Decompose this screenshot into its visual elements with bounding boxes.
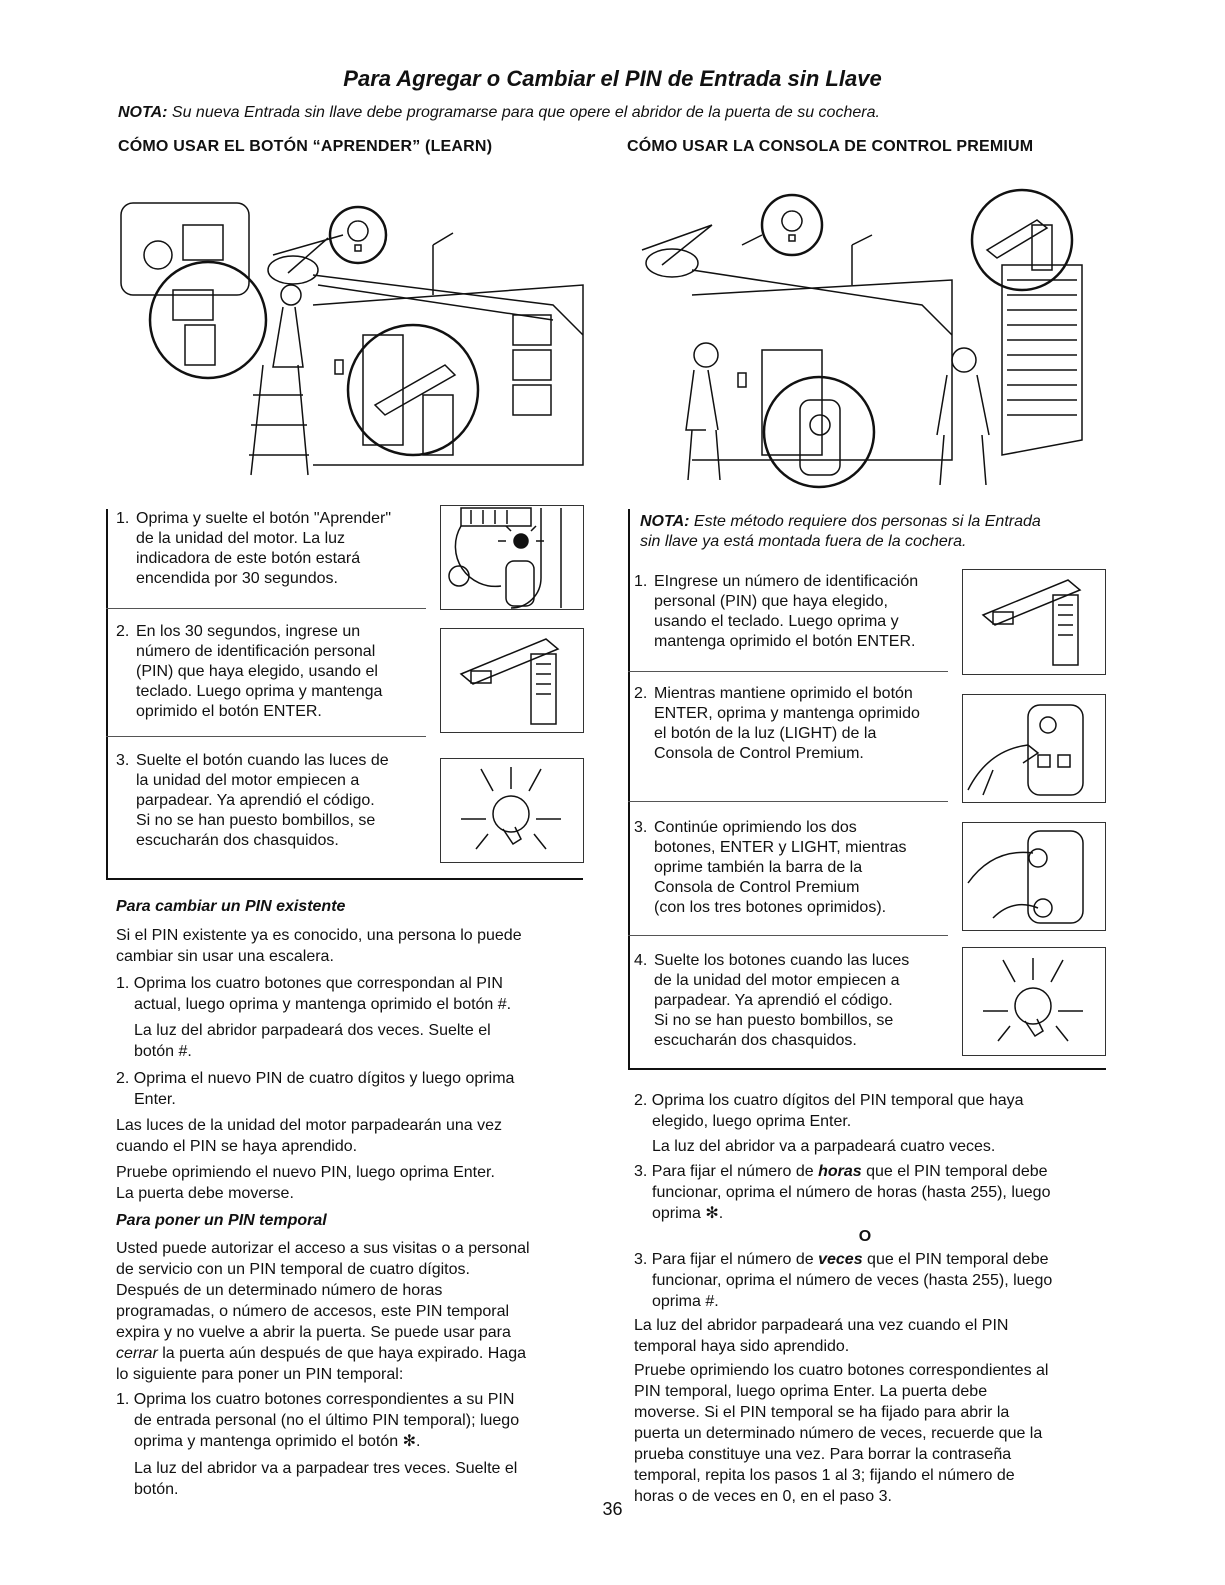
text-line: PIN temporal, luego oprima Enter. La puerta debe <box>634 1383 988 1400</box>
right-note-line: Este método requiere dos personas si la Entrada <box>689 513 1041 530</box>
step-line: escucharán dos chasquidos. <box>654 1032 857 1049</box>
text-line: Pruebe oprimiendo el nuevo PIN, luego oprima Enter. <box>116 1164 495 1181</box>
text-line: 1. Oprima los cuatro botones que correspondan al PIN <box>116 975 503 992</box>
step-line: Continúe oprimiendo los dos <box>654 819 857 836</box>
temp-pin-step-2-note: La luz del abridor va a parpadeará cuatro veces. <box>652 1138 996 1155</box>
step-line: personal (PIN) que haya elegido, <box>654 593 888 610</box>
step-number: 2. <box>116 623 130 640</box>
text-line: temporal haya sido aprendido. <box>634 1338 850 1355</box>
text-line: oprima #. <box>652 1293 719 1310</box>
text-line: Pruebe oprimiendo los cuatro botones correspondientes al <box>634 1362 1049 1379</box>
step-divider <box>106 608 426 609</box>
step-line: de la unidad del motor. La luz <box>136 530 346 547</box>
left-steps-bar <box>106 509 108 879</box>
text-line: lo siguiente para poner un PIN temporal: <box>116 1366 404 1383</box>
temp-pin-after <box>634 1315 1104 1357</box>
text-line: que el PIN temporal debe <box>861 1163 1048 1180</box>
step-line: indicadora de este botón estará <box>136 550 361 567</box>
temp-pin-heading: Para poner un PIN temporal <box>116 1212 327 1229</box>
page-number: 36 <box>602 1499 623 1519</box>
step-line: la unidad del motor empiecen a <box>136 772 360 789</box>
step-number: 3. <box>634 819 648 836</box>
text-line: cuando el PIN se haya aprendido. <box>116 1138 358 1155</box>
text-line: horas o de veces en 0, en el paso 3. <box>634 1488 892 1505</box>
step-line: parpadear. Ya aprendió el código. <box>654 992 893 1009</box>
text-line: de servicio con un PIN temporal de cuatro dígitos. <box>116 1261 470 1278</box>
temp-pin-paragraph <box>116 1238 586 1385</box>
step-line: Si no se han puesto bombillos, se <box>136 812 376 829</box>
step-number: 2. <box>634 685 648 702</box>
change-pin-step-1-note <box>134 1020 584 1062</box>
step-number: 3. <box>116 752 130 769</box>
top-note-label: NOTA: <box>118 104 168 121</box>
step-line: el botón de la luz (LIGHT) de la <box>654 725 877 742</box>
right-step-3 <box>634 818 954 928</box>
right-step-1 <box>634 572 954 667</box>
console-light-button-icon <box>962 694 1106 803</box>
emphasis-word: horas <box>818 1163 862 1180</box>
left-step-3 <box>116 751 436 861</box>
garage-premium-console-illustration <box>622 185 1112 495</box>
temp-pin-step-3-hours <box>634 1161 1104 1224</box>
change-pin-step-1 <box>116 973 586 1015</box>
left-heading: CÓMO USAR EL BOTÓN “APRENDER” (LEARN) <box>118 138 493 155</box>
step-line: escucharán dos chasquidos. <box>136 832 339 849</box>
right-note <box>640 512 1100 552</box>
temp-pin-test <box>634 1360 1104 1507</box>
text-line: botón #. <box>134 1043 192 1060</box>
change-pin-heading: Para cambiar un PIN existente <box>116 898 346 915</box>
page-title: Para Agregar o Cambiar el PIN de Entrada sin Llave <box>343 66 882 91</box>
temp-pin-step-3-times <box>634 1249 1104 1312</box>
right-heading: CÓMO USAR LA CONSOLA DE CONTROL PREMIUM <box>627 138 1034 155</box>
keypad-icon <box>962 569 1106 675</box>
console-push-bar-icon <box>962 822 1106 931</box>
top-note-text: Su nueva Entrada sin llave debe programarse para que opere el abridor de la puerta de su cochera. <box>167 104 880 121</box>
step-line: oprimido el botón ENTER. <box>136 703 322 720</box>
text-line: elegido, luego oprima Enter. <box>652 1113 852 1130</box>
text-line: oprima ✻. <box>652 1205 724 1222</box>
right-note-label: NOTA: <box>640 513 690 530</box>
text-line: funcionar, oprima el número de horas (hasta 255), luego <box>652 1184 1051 1201</box>
step-line: EIngrese un número de identificación <box>654 573 919 590</box>
step-number: 1. <box>634 573 648 590</box>
garage-learn-button-illustration <box>113 195 593 495</box>
step-line: Suelte el botón cuando las luces de <box>136 752 389 769</box>
text-line: La puerta debe moverse. <box>116 1185 294 1202</box>
right-step-2 <box>634 684 954 779</box>
step-divider <box>106 736 426 737</box>
left-steps-rule <box>106 878 583 880</box>
emphasis-word: veces <box>818 1251 863 1268</box>
light-bulb-icon <box>962 947 1106 1056</box>
step-line: botones, ENTER y LIGHT, mientras <box>654 839 907 856</box>
step-line: número de identificación personal <box>136 643 376 660</box>
step-line: ENTER, oprima y mantenga oprimido <box>654 705 920 722</box>
step-divider <box>628 801 948 802</box>
step-line: (PIN) que haya elegido, usando el <box>136 663 378 680</box>
text-line: cambiar sin usar una escalera. <box>116 948 334 965</box>
step-line: encendida por 30 segundos. <box>136 570 338 587</box>
temp-pin-step-2 <box>634 1090 1104 1132</box>
right-note-line: sin llave ya está montada fuera de la cochera. <box>640 533 967 550</box>
step-line: Suelte los botones cuando las luces <box>654 952 910 969</box>
step-line: Oprima y suelte el botón "Aprender" <box>136 510 392 527</box>
text-line: 3. Para fijar el número de <box>634 1163 819 1180</box>
step-line: mantenga oprimido el botón ENTER. <box>654 633 916 650</box>
or-separator: O <box>858 1228 872 1245</box>
text-line: expira y no vuelve a abrir la puerta. Se puede usar para <box>116 1324 511 1341</box>
text-line: La luz del abridor va a parpadear tres veces. Suelte el <box>134 1460 518 1477</box>
step-number: 4. <box>634 952 648 969</box>
temp-pin-step-1 <box>116 1389 586 1452</box>
right-steps-bar <box>628 509 630 1069</box>
text-line: puerta un determinado número de veces, recuerde que la <box>634 1425 1043 1442</box>
text-line: Enter. <box>134 1091 176 1108</box>
text-line: 3. Para fijar el número de <box>634 1251 819 1268</box>
left-step-2 <box>116 622 436 732</box>
change-pin-step-2 <box>116 1068 586 1110</box>
change-pin-after <box>116 1115 586 1157</box>
keypad-icon <box>440 628 584 733</box>
step-line: Mientras mantiene oprimido el botón <box>654 685 913 702</box>
step-number: 1. <box>116 510 130 527</box>
italic-word: cerrar <box>116 1345 158 1362</box>
step-line: usando el teclado. Luego oprima y <box>654 613 899 630</box>
text-line: 1. Oprima los cuatro botones correspondientes a su PIN <box>116 1391 515 1408</box>
step-divider <box>628 935 948 936</box>
step-line: Consola de Control Premium <box>654 879 860 896</box>
text-line: Usted puede autorizar el acceso a sus visitas o a personal <box>116 1240 530 1257</box>
step-line: de la unidad del motor empiecen a <box>654 972 900 989</box>
change-pin-intro <box>116 925 586 967</box>
step-line: oprime también la barra de la <box>654 859 863 876</box>
step-line: Consola de Control Premium. <box>654 745 864 762</box>
text-line: Después de un determinado número de horas <box>116 1282 443 1299</box>
right-steps-rule <box>628 1068 1106 1070</box>
text-line: La luz del abridor parpadeará dos veces. Suelte el <box>134 1022 491 1039</box>
text-line: La luz del abridor parpadeará una vez cuando el PIN <box>634 1317 1009 1334</box>
text-line: Las luces de la unidad del motor parpadearán una vez <box>116 1117 503 1134</box>
text-line: que el PIN temporal debe <box>862 1251 1049 1268</box>
text-line: botón. <box>134 1481 179 1498</box>
step-divider <box>628 671 948 672</box>
step-line: En los 30 segundos, ingrese un <box>136 623 361 640</box>
text-line: de entrada personal (no el último PIN temporal); luego <box>134 1412 520 1429</box>
text-line: 2. Oprima los cuatro dígitos del PIN temporal que haya <box>634 1092 1024 1109</box>
text-line: moverse. Si el PIN temporal se ha fijado para abrir la <box>634 1404 1010 1421</box>
text-line: programadas, o número de accesos, este PIN temporal <box>116 1303 510 1320</box>
text-line: temporal, repita los pasos 1 al 3; fijando el número de <box>634 1467 1015 1484</box>
step-line: teclado. Luego oprima y mantenga <box>136 683 383 700</box>
text-line: prueba constituye una vez. Para borrar la contraseña <box>634 1446 1012 1463</box>
step-line: parpadear. Ya aprendió el código. <box>136 792 375 809</box>
text-line: 2. Oprima el nuevo PIN de cuatro dígitos y luego oprima <box>116 1070 515 1087</box>
text-line: funcionar, oprima el número de veces (hasta 255), luego <box>652 1272 1053 1289</box>
change-pin-test <box>116 1162 586 1204</box>
text-line: la puerta aún después de que haya expirado. Haga <box>157 1345 527 1362</box>
temp-pin-step-1-note <box>134 1458 584 1500</box>
text-line: oprima y mantenga oprimido el botón ✻. <box>134 1433 421 1450</box>
step-line: Si no se han puesto bombillos, se <box>654 1012 894 1029</box>
learn-button-icon <box>440 505 584 610</box>
step-line: (con los tres botones oprimidos). <box>654 899 887 916</box>
right-step-4 <box>634 951 954 1061</box>
left-step-1 <box>116 509 436 609</box>
light-bulb-icon <box>440 758 584 863</box>
text-line: Si el PIN existente ya es conocido, una persona lo puede <box>116 927 522 944</box>
top-note <box>118 104 880 122</box>
text-line: actual, luego oprima y mantenga oprimido el botón #. <box>134 996 512 1013</box>
